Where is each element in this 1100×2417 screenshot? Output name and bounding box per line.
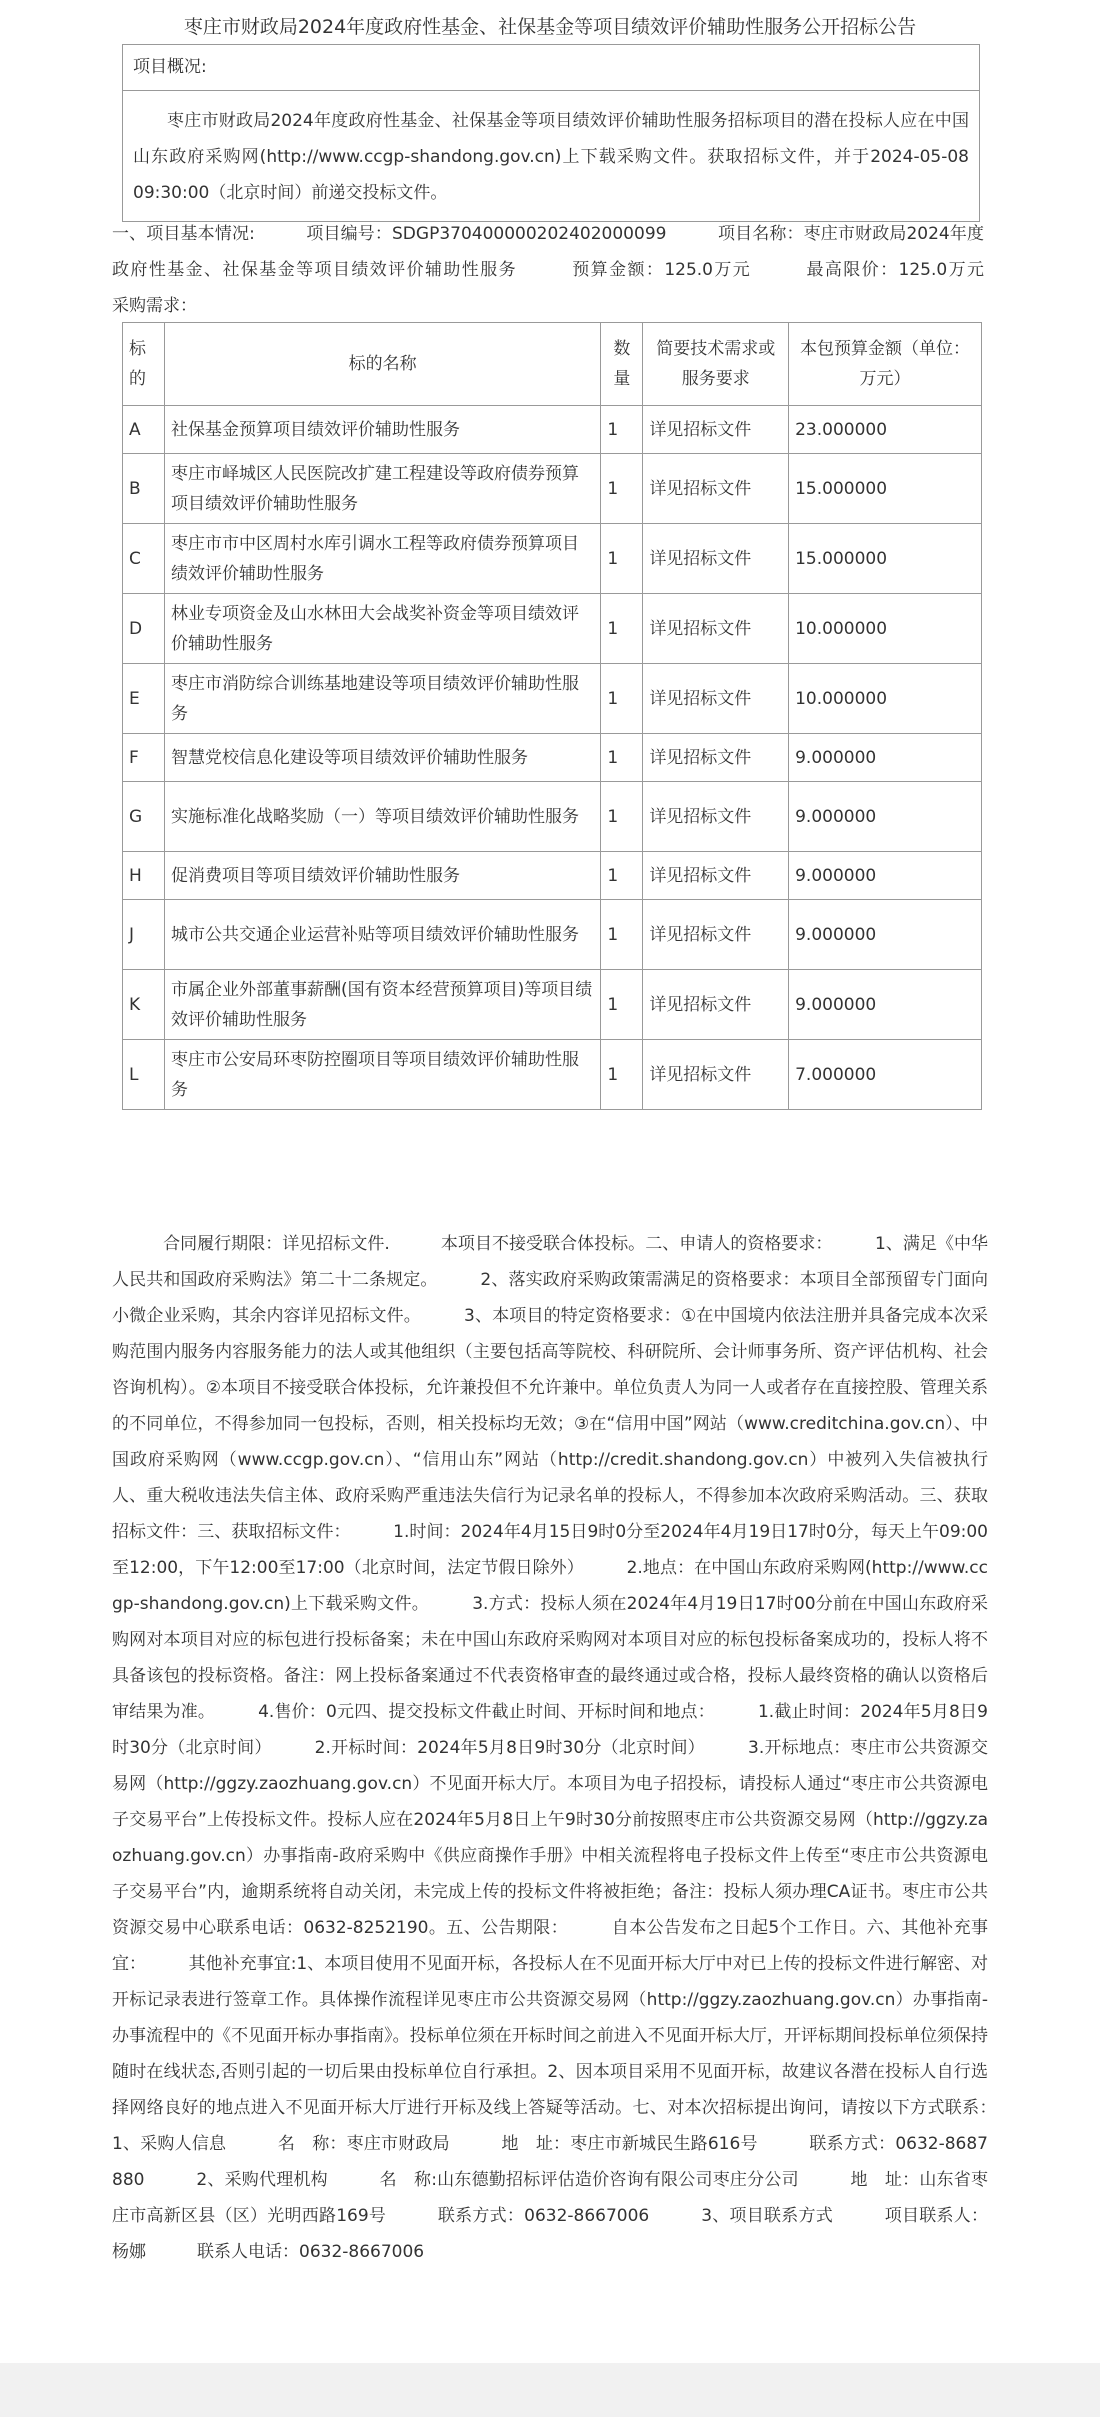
table-row	[123, 454, 982, 524]
cell-id: L	[123, 1040, 165, 1110]
cell-name: 枣庄市公安局环枣防控圈项目等项目绩效评价辅助性服务	[164, 1040, 600, 1110]
cell-budget: 9.000000	[789, 900, 982, 970]
cell-qty: 1	[601, 454, 643, 524]
cell-req: 详见招标文件	[643, 664, 789, 734]
cell-budget: 9.000000	[789, 734, 982, 782]
cell-req: 详见招标文件	[643, 406, 789, 454]
cell-name: 枣庄市峄城区人民医院改扩建工程建设等政府债券预算项目绩效评价辅助性服务	[164, 454, 600, 524]
cell-qty: 1	[601, 900, 643, 970]
cell-name: 实施标准化战略奖励（一）等项目绩效评价辅助性服务	[164, 782, 600, 852]
cell-qty: 1	[601, 664, 643, 734]
cell-budget: 9.000000	[789, 782, 982, 852]
cell-req: 详见招标文件	[643, 900, 789, 970]
cell-name: 枣庄市市中区周村水库引调水工程等政府债券预算项目绩效评价辅助性服务	[164, 524, 600, 594]
overview-heading: 项目概况:	[123, 45, 979, 91]
cell-id: F	[123, 734, 165, 782]
cell-req: 详见招标文件	[643, 734, 789, 782]
cell-name: 社保基金预算项目绩效评价辅助性服务	[164, 406, 600, 454]
table-row	[123, 406, 982, 454]
cell-budget: 10.000000	[789, 664, 982, 734]
cell-id: H	[123, 852, 165, 900]
cell-budget: 9.000000	[789, 970, 982, 1040]
cell-budget: 9.000000	[789, 852, 982, 900]
cell-name: 林业专项资金及山水林田大会战奖补资金等项目绩效评价辅助性服务	[164, 594, 600, 664]
header-id: 标的	[123, 323, 165, 406]
table-row	[123, 782, 982, 852]
table-row	[123, 852, 982, 900]
cell-req: 详见招标文件	[643, 1040, 789, 1110]
cell-name: 智慧党校信息化建设等项目绩效评价辅助性服务	[164, 734, 600, 782]
table-row	[123, 664, 982, 734]
cell-name: 城市公共交通企业运营补贴等项目绩效评价辅助性服务	[164, 900, 600, 970]
cell-qty: 1	[601, 524, 643, 594]
header-qty: 数量	[601, 323, 643, 406]
cell-req: 详见招标文件	[643, 782, 789, 852]
table-header-row	[123, 323, 982, 406]
header-req: 简要技术需求或服务要求	[643, 323, 789, 406]
overview-text: 枣庄市财政局2024年度政府性基金、社保基金等项目绩效评价辅助性服务招标项目的潜在投标人应在中国山东政府采购网(http://www.ccgp-shandong.gov.cn)上下载采购文件。获取招标文件，并于2024-05-08 09:30:00（北京时间）前递交投标文件。	[133, 111, 969, 203]
footer-bar	[0, 2363, 1100, 2417]
cell-name: 市属企业外部董事薪酬(国有资本经营预算项目)等项目绩效评价辅助性服务	[164, 970, 600, 1040]
table-row	[123, 524, 982, 594]
cell-id: C	[123, 524, 165, 594]
cell-qty: 1	[601, 594, 643, 664]
cell-qty: 1	[601, 970, 643, 1040]
table-row	[123, 594, 982, 664]
basic-info: 一、项目基本情况: 项目编号：SDGP370400000202402000099 项目名称：枣庄市财政局2024年度政府性基金、社保基金等项目绩效评价辅助性服务 预算金额：125.0万元 最高限价：125.0万元 采购需求：	[112, 224, 1035, 316]
lots-table	[122, 322, 982, 1110]
cell-id: A	[123, 406, 165, 454]
cell-qty: 1	[601, 406, 643, 454]
cell-id: K	[123, 970, 165, 1040]
cell-qty: 1	[601, 782, 643, 852]
cell-qty: 1	[601, 852, 643, 900]
header-budget: 本包预算金额（单位：万元）	[789, 323, 982, 406]
overview-box	[122, 44, 980, 222]
cell-id: B	[123, 454, 165, 524]
cell-req: 详见招标文件	[643, 454, 789, 524]
cell-req: 详见招标文件	[643, 524, 789, 594]
cell-id: D	[123, 594, 165, 664]
cell-req: 详见招标文件	[643, 852, 789, 900]
page-title: 枣庄市财政局2024年度政府性基金、社保基金等项目绩效评价辅助性服务公开招标公告	[183, 16, 917, 38]
cell-name: 促消费项目等项目绩效评价辅助性服务	[164, 852, 600, 900]
table-row	[123, 1040, 982, 1110]
table-row	[123, 970, 982, 1040]
cell-budget: 10.000000	[789, 594, 982, 664]
cell-qty: 1	[601, 734, 643, 782]
cell-budget: 23.000000	[789, 406, 982, 454]
cell-id: G	[123, 782, 165, 852]
cell-budget: 15.000000	[789, 524, 982, 594]
cell-budget: 7.000000	[789, 1040, 982, 1110]
table-row	[123, 900, 982, 970]
cell-qty: 1	[601, 1040, 643, 1110]
cell-id: E	[123, 664, 165, 734]
announcement-body: 合同履行期限：详见招标文件. 本项目不接受联合体投标。二、申请人的资格要求： 1、满足《中华人民共和国政府采购法》第二十二条规定。 2、落实政府采购政策需满足的资格要求：本项目全部预留专门面向小微企业采购，其余内容详见招标文件。 3、本项目的特定资格要求：①在中国境内依法注册并具备完成本次采购范围内服务内容服务能力的法人或其他组织（主要包括高等院校、科研院所、会计师事务所、资产评估机构、社会咨询机构）。②本项目不接受联合体投标，允许兼投但不允许兼中。单位负责人为同一人或者存在直接控股、管理关系的不同单位，不得参加同一包投标，否则，相关投标均无效；③在“信用中国”网站（www.creditchina.gov.cn）、中国政府采购网（www.ccgp.gov.cn）、“信用山东”网站（http://credit.shandong.gov.cn）中被列入失信被执行人、重大税收违法失信主体、政府采购严重违法失信行为记录名单的投标人，不得参加本次政府采购活动。三、获取招标文件：三、获取招标文件： 1.时间：2024年4月15日9时0分至2024年4月19日17时0分，每天上午09:00至12:00，下午12:00至17:00（北京时间，法定节假日除外） 2.地点：在中国山东政府采购网(http://www.ccgp-shandong.gov.cn)上下载采购文件。 3.方式：投标人须在2024年4月19日17时00分前在中国山东政府采购网对本项目对应的标包进行投标备案；未在中国山东政府采购网对本项目对应的标包投标备案成功的，投标人将不具备该包的投标资格。备注：网上投标备案通过不代表资格审查的最终通过或合格，投标人最终资格的确认以资格后审结果为准。 4.售价：0元四、提交投标文件截止时间、开标时间和地点： 1.截止时间：2024年5月8日9时30分（北京时间） 2.开标时间：2024年5月8日9时30分（北京时间） 3.开标地点：枣庄市公共资源交易网（http://ggzy.zaozhuang.gov.cn）不见面开标大厅。本项目为电子招投标，请投标人通过“枣庄市公共资源电子交易平台”上传投标文件。投标人应在2024年5月8日上午9时30分前按照枣庄市公共资源交易网（http://ggzy.zaozhuang.gov.cn）办事指南-政府采购中《供应商操作手册》中相关流程将电子投标文件上传至“枣庄市公共资源电子交易平台”内，逾期系统将自动关闭，未完成上传的投标文件将被拒绝；备注：投标人须办理CA证书。枣庄市公共资源交易中心联系电话：0632-8252190。五、公告期限： 自本公告发布之日起5个工作日。六、其他补充事宜： 其他补充事宜:1、本项目使用不见面开标，各投标人在不见面开标大厅中对已上传的投标文件进行解密、对开标记录表进行签章工作。具体操作流程详见枣庄市公共资源交易网（http://ggzy.zaozhuang.gov.cn）办事指南-办事流程中的《不见面开标办事指南》。投标单位须在开标时间之前进入不见面开标大厅，开评标期间投标单位须保持随时在线状态,否则引起的一切后果由投标单位自行承担。2、因本项目采用不见面开标，故建议各潜在投标人自行选择网络良好的地点进入不见面开标大厅进行开标及线上答疑等活动。七、对本次招标提出询问，请按以下方式联系： 1、采购人信息 名 称：枣庄市财政局 地 址：枣庄市新城民生路616号 联系方式：0632-8687880 2、采购代理机构 名 称:山东德勤招标评估造价咨询有限公司枣庄分公司 地 址：山东省枣庄市高新区县（区）光明西路169号 联系方式：0632-8667006 3、项目联系方式 项目联系人：杨娜 联系人电话：0632-8667006	[112, 1234, 1039, 2262]
header-name: 标的名称	[164, 323, 600, 406]
cell-id: J	[123, 900, 165, 970]
cell-req: 详见招标文件	[643, 594, 789, 664]
cell-budget: 15.000000	[789, 454, 982, 524]
table-row	[123, 734, 982, 782]
cell-name: 枣庄市消防综合训练基地建设等项目绩效评价辅助性服务	[164, 664, 600, 734]
cell-req: 详见招标文件	[643, 970, 789, 1040]
